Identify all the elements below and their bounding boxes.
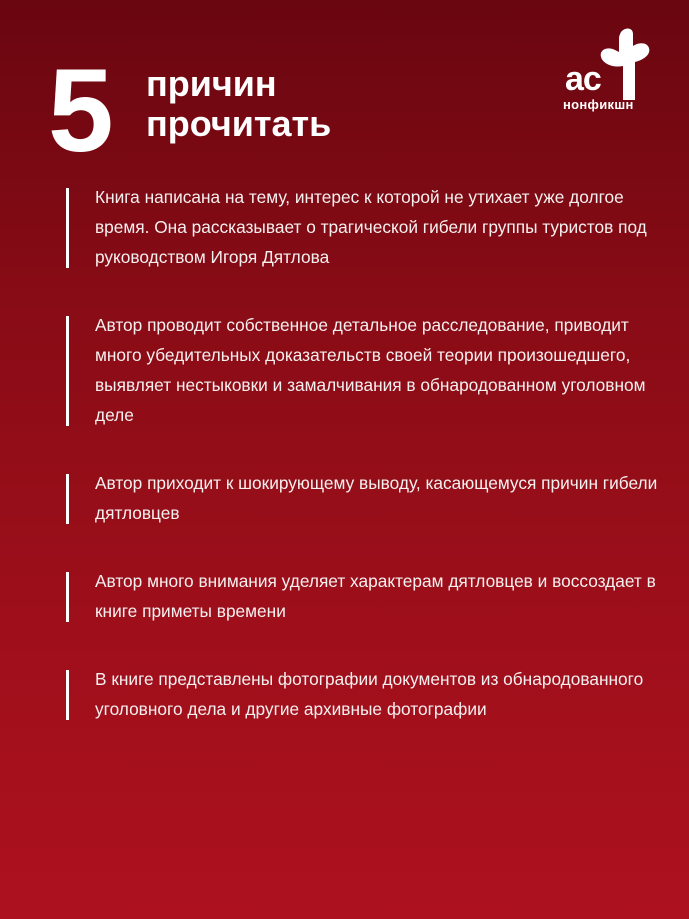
reason-text: В книге представлены фотографии документов из обнародованного уголовного дела и другие архивные фотографии	[95, 669, 644, 719]
reasons-list	[66, 182, 666, 762]
reason-item	[66, 566, 666, 626]
reason-text: Книга написана на тему, интерес к которой не утихает уже долгое время. Она рассказывает о трагической гибели группы туристов под руководством Игоря Дятлова	[95, 187, 647, 267]
reason-bar	[66, 572, 69, 622]
reason-text: Автор проводит собственное детальное расследование, приводит много убедительных доказательств своей теории произошедшего, выявляет нестыковки и замалчивания в обнародованном уголовном деле	[95, 315, 646, 425]
reason-item	[66, 468, 666, 528]
title-line-2: прочитать	[146, 103, 332, 144]
reason-bar	[66, 188, 69, 268]
logo-subtitle: нонфикшн	[563, 97, 634, 112]
reason-bar	[66, 316, 69, 426]
reason-text: Автор приходит к шокирующему выводу, касающемуся причин гибели дятловцев	[95, 473, 658, 523]
title-line-1: причин	[146, 63, 277, 104]
reason-item	[66, 310, 666, 430]
reason-item	[66, 182, 666, 272]
reasons-count: 5	[48, 45, 112, 177]
reason-bar	[66, 474, 69, 524]
reason-bar	[66, 670, 69, 720]
reason-text: Автор много внимания уделяет характерам дятловцев и воссоздает в книге приметы времени	[95, 571, 656, 621]
page-header	[48, 45, 648, 177]
logo-ac-text: ас	[565, 60, 601, 98]
publisher-logo	[563, 28, 663, 118]
reason-item	[66, 664, 666, 724]
